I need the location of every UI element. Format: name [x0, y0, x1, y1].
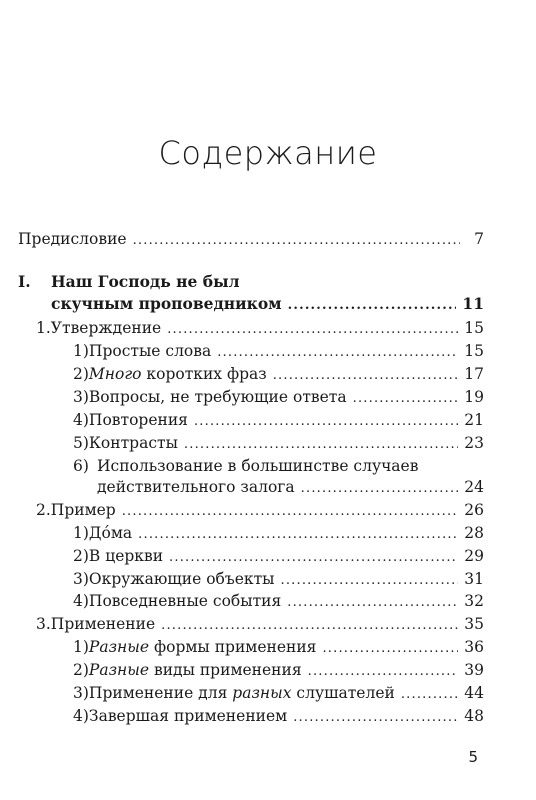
toc-page-number: 31: [464, 570, 484, 588]
toc-entry-subsection[interactable]: [97, 476, 484, 500]
dot-leader: [122, 501, 459, 523]
dot-leader: [301, 478, 459, 500]
toc-entry-subsection[interactable]: [73, 568, 484, 592]
toc-page-number: 35: [464, 615, 484, 633]
toc-page-number: 17: [464, 365, 484, 383]
dot-leader: [184, 434, 458, 456]
toc-page-number: 24: [464, 478, 484, 496]
toc-page-number: 36: [464, 638, 484, 656]
toc-section-number: 1.: [36, 319, 51, 337]
toc-page-number: 21: [464, 411, 484, 429]
toc-entry-label: скучным проповедником: [51, 294, 282, 313]
toc-entry-label: [89, 636, 317, 658]
dot-leader: [194, 411, 458, 433]
toc-entry-section-1[interactable]: [36, 317, 484, 341]
dot-leader: [138, 524, 458, 546]
toc-entry-label: Вопросы, не требующие ответа: [88, 388, 347, 406]
toc-page-number: 32: [464, 592, 484, 610]
toc-page-number: 19: [464, 388, 484, 406]
toc-page-number: 7: [474, 230, 484, 248]
toc-subsection-number: 1): [73, 524, 89, 542]
toc-subsection-number: 4): [73, 411, 89, 429]
toc-entry-label: Применение: [50, 615, 156, 633]
toc-part-number: I.: [18, 272, 31, 291]
toc-entry-label: Контрасты: [88, 434, 178, 452]
toc-subsection-number: 1): [73, 342, 89, 360]
toc-entry-subsection[interactable]: [73, 682, 484, 706]
dot-leader: [401, 684, 458, 706]
toc-page-number: 26: [464, 501, 484, 519]
toc-entry-label: В церкви: [88, 547, 164, 565]
toc-entry-label: [89, 682, 395, 704]
toc-entry-text: виды применения: [149, 661, 302, 679]
toc-entry-label: Предисловие: [18, 230, 127, 248]
toc-entry-section-3[interactable]: [36, 613, 484, 637]
toc-entry-label: Повседневные события: [88, 592, 282, 610]
dot-leader: [288, 295, 457, 317]
toc-entry-subsection[interactable]: [73, 363, 484, 387]
toc-entry-subsection[interactable]: [73, 636, 484, 660]
toc-entry-subsection[interactable]: [73, 590, 484, 614]
toc-entry-subsection[interactable]: [73, 522, 484, 546]
italic-text: Разные: [88, 638, 150, 656]
toc-page-number: 39: [464, 661, 484, 679]
dot-leader: [273, 365, 459, 387]
toc-entry-label: Повторения: [88, 411, 188, 429]
dot-leader: [287, 592, 458, 614]
toc-entry-label: Пример: [50, 501, 116, 519]
toc-entry-subsection[interactable]: [73, 386, 484, 410]
toc-entry-label: Окружающие объекты: [88, 570, 275, 588]
toc-entry-subsection[interactable]: [73, 409, 484, 433]
toc-entry-text: Применение для: [88, 684, 233, 702]
toc-entry-preface[interactable]: [18, 228, 484, 252]
italic-text: Много: [88, 365, 142, 383]
toc-entry-label: [89, 363, 267, 385]
toc-entry-label: До́ма: [88, 524, 133, 542]
toc-entry-label: Простые слова: [88, 342, 212, 360]
toc-entry-label: действительного залога: [97, 478, 295, 496]
toc-page-number: 29: [464, 547, 484, 565]
dot-leader: [322, 638, 458, 660]
toc-section-number: 3.: [36, 615, 51, 633]
toc-entry-part-1[interactable]: [51, 293, 484, 317]
toc-part-title: [18, 271, 484, 293]
toc-subsection-number: 3): [73, 388, 89, 406]
toc-subsection-number: 3): [73, 684, 89, 702]
toc-subsection-number: 2): [73, 661, 89, 679]
toc-page-number: 44: [464, 684, 484, 702]
toc-entry-label: Утверждение: [50, 319, 162, 337]
dot-leader: [308, 661, 459, 683]
toc-page-number: 28: [464, 524, 484, 542]
toc-entry-label: Использование в большинстве случаев: [97, 457, 419, 475]
toc-subsection-number: 1): [73, 638, 89, 656]
toc-subsection-number: 2): [73, 365, 89, 383]
italic-text: разных: [232, 684, 292, 702]
toc-subsection-number: 3): [73, 570, 89, 588]
toc-page-number: 48: [464, 707, 484, 725]
dot-leader: [133, 230, 460, 252]
toc-subsection-number: 6): [73, 457, 89, 475]
toc-entry-text: слушателей: [291, 684, 395, 702]
toc-entry-subsection[interactable]: [73, 545, 484, 569]
toc-entry-subsection-line1: [73, 455, 484, 477]
toc-entry-label: Завершая применением: [88, 707, 288, 725]
toc-entry-text: коротких фраз: [141, 365, 267, 383]
dot-leader: [281, 570, 459, 592]
italic-text: Разные: [88, 661, 150, 679]
toc-page-number: 15: [464, 342, 484, 360]
toc-entry-text: формы применения: [149, 638, 317, 656]
toc-page-number: 23: [464, 434, 484, 452]
toc-section-number: 2.: [36, 501, 51, 519]
toc-entry-subsection[interactable]: [73, 659, 484, 683]
page-number: 5: [468, 748, 478, 766]
toc-entry-subsection[interactable]: [73, 705, 484, 729]
toc-subsection-number: 4): [73, 707, 89, 725]
toc-entry-subsection[interactable]: [73, 340, 484, 364]
toc-page-number: 15: [464, 319, 484, 337]
dot-leader: [217, 342, 458, 364]
page-title: Содержание: [158, 134, 378, 172]
toc-entry-subsection[interactable]: [73, 432, 484, 456]
toc-entry-label: [89, 659, 302, 681]
toc-entry-label: Наш Господь не был: [51, 272, 240, 291]
dot-leader: [161, 615, 458, 637]
dot-leader: [169, 547, 458, 569]
toc-subsection-number: 4): [73, 592, 89, 610]
toc-subsection-number: 2): [73, 547, 89, 565]
toc-entry-section-2[interactable]: [36, 499, 484, 523]
toc-subsection-number: 5): [73, 434, 89, 452]
dot-leader: [293, 707, 458, 729]
toc-page-number: 11: [462, 294, 484, 313]
dot-leader: [167, 319, 458, 341]
dot-leader: [353, 388, 459, 410]
